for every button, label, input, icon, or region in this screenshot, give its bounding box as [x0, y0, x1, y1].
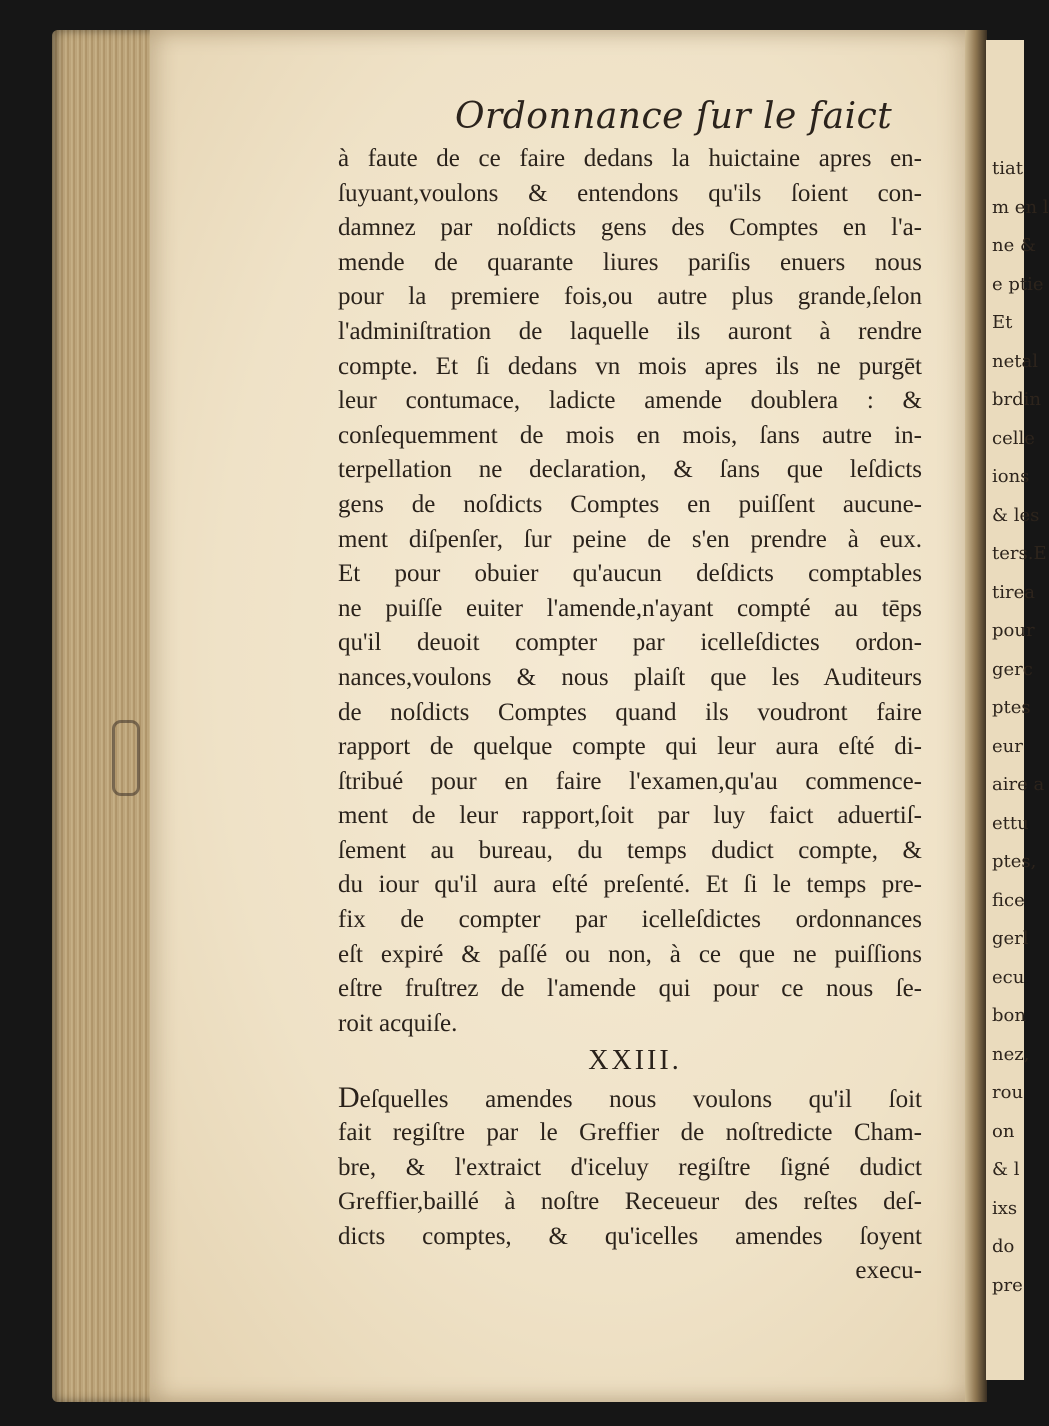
facing-page-fragment: tirea [992, 581, 1035, 603]
facing-page-fragment: celle [992, 427, 1035, 449]
facing-page-fragment: ixs [992, 1197, 1018, 1219]
text-line: compte. Et ſi dedans vn mois apres ils ne purgēt [338, 352, 922, 380]
facing-page-fragment: pour [992, 620, 1035, 641]
section-number: XXIII. [588, 1045, 682, 1077]
text-line: fait regiſtre par le Greffier de noſtredicte Cham- [338, 1119, 922, 1147]
text-line: eſt expiré & paſſé ou non, à ce que ne puiſſions [338, 940, 922, 968]
facing-page-fragment: ecu [992, 966, 1025, 988]
text-line: Greffier,baillé à noſtre Receueur des reſtes deſ- [338, 1188, 922, 1216]
text-line: mende de quarante liures pariſis enuers nous [338, 248, 922, 276]
binding-mark [112, 720, 140, 796]
paragraph-after [338, 1081, 922, 1254]
text-line: Et pour obuier qu'aucun deſdicts comptables [338, 560, 922, 588]
text-line: à faute de ce faire dedans la huictaine apres en- [338, 145, 922, 172]
text-line: du iour qu'il aura eſté preſenté. Et ſi le temps pre- [338, 871, 922, 899]
facing-page-fragment: aire a [992, 774, 1045, 795]
text-line: dicts comptes, & qu'icelles amendes ſoyent [338, 1222, 922, 1250]
facing-page-fragment: netal [992, 350, 1038, 372]
text-line: damnez par noſdicts gens des Comptes en l'a- [338, 214, 922, 242]
book-gutter [965, 30, 987, 1402]
text-line: ſement au bureau, du temps dudict compte, & [338, 836, 922, 864]
text-line: conſequemment de mois en mois, ſans autre in- [338, 421, 922, 449]
text-line: terpellation ne declaration, & ſans que leſdicts [338, 456, 922, 484]
facing-page-fragment: on [992, 1120, 1015, 1142]
body-text [338, 142, 922, 1289]
text-line: ment diſpenſer, ſur peine de s'en prendre à eux. [338, 525, 922, 553]
text-line: bre, & l'extraict d'iceluy regiſtre ſigné dudict [338, 1153, 922, 1181]
text-line: eſtre fruſtrez de l'amende qui pour ce nous ſe- [338, 975, 922, 1003]
text-line: l'adminiſtration de laquelle ils auront à rendre [338, 317, 922, 345]
facing-page-fragment: fice [992, 889, 1025, 911]
text-line: gens de noſdicts Comptes en puiſſent aucune- [338, 490, 922, 518]
facing-page-fragment: ters.E [992, 543, 1047, 564]
paragraph-before [338, 142, 922, 1041]
text-line: pour la premiere fois,ou autre plus grande,ſelon [338, 283, 922, 311]
text-line: leur contumace, ladicte amende doublera : & [338, 387, 922, 415]
text-line: de noſdicts Comptes quand ils voudront faire [338, 698, 922, 726]
facing-page-fragment: do [992, 1236, 1015, 1257]
text-line: ſtribué pour en faire l'examen,qu'au commence- [338, 767, 922, 795]
text-line [338, 1081, 922, 1116]
text-line: ſuyuant,voulons & entendons qu'ils ſoient con- [338, 179, 922, 207]
facing-page-fragment: ptes, [992, 851, 1037, 872]
text-line: fix de compter par icelleſdictes ordonnances [338, 906, 922, 934]
facing-page-fragment: & les [992, 504, 1040, 526]
text-line: qu'il deuoit compter par icelleſdictes ordon- [338, 629, 922, 657]
facing-page-fragment: Et [992, 312, 1013, 333]
facing-page-fragment: brdin [992, 389, 1041, 410]
text-line: nances,voulons & nous plaiſt que les Auditeurs [338, 663, 922, 691]
facing-page-fragment: rou [992, 1082, 1024, 1103]
initial-letter: D [338, 1081, 360, 1115]
text-line: ment de leur rapport,ſoit par luy faict aduertiſ- [338, 802, 922, 830]
text-line: ne puiſſe euiter l'amende,n'ayant compté au tēps [338, 594, 922, 622]
facing-page-fragment: m en l [992, 196, 1049, 218]
catchword: execu- [855, 1257, 922, 1285]
text-line: rapport de quelque compte qui leur aura eſté di- [338, 733, 922, 761]
facing-page-fragment: eur [992, 735, 1023, 757]
facing-page-fragment: ne & [992, 235, 1036, 256]
text-line: roit acquiſe. [338, 1009, 458, 1037]
facing-page-fragment: nez, [992, 1043, 1030, 1065]
facing-page-fragment: ptes [992, 697, 1031, 718]
facing-page-edge [986, 40, 1049, 1380]
facing-page-fragment: gerl [992, 928, 1029, 949]
facing-page-fragment: tiat [992, 158, 1023, 179]
text-line-rest: eſquelles amendes nous voulons qu'il ſoit [359, 1086, 922, 1114]
facing-page-fragment: ions [992, 466, 1030, 487]
running-header: Ordonnance ſur le faict [455, 96, 893, 137]
facing-page-fragment: e ptie [992, 273, 1044, 295]
facing-page-fragment: bon [992, 1005, 1026, 1026]
facing-page-fragment: ettu [992, 812, 1029, 834]
facing-page-fragment: pre [992, 1274, 1023, 1296]
facing-page-fragment: gerc [992, 658, 1033, 680]
facing-page-fragment: & l [992, 1159, 1020, 1180]
